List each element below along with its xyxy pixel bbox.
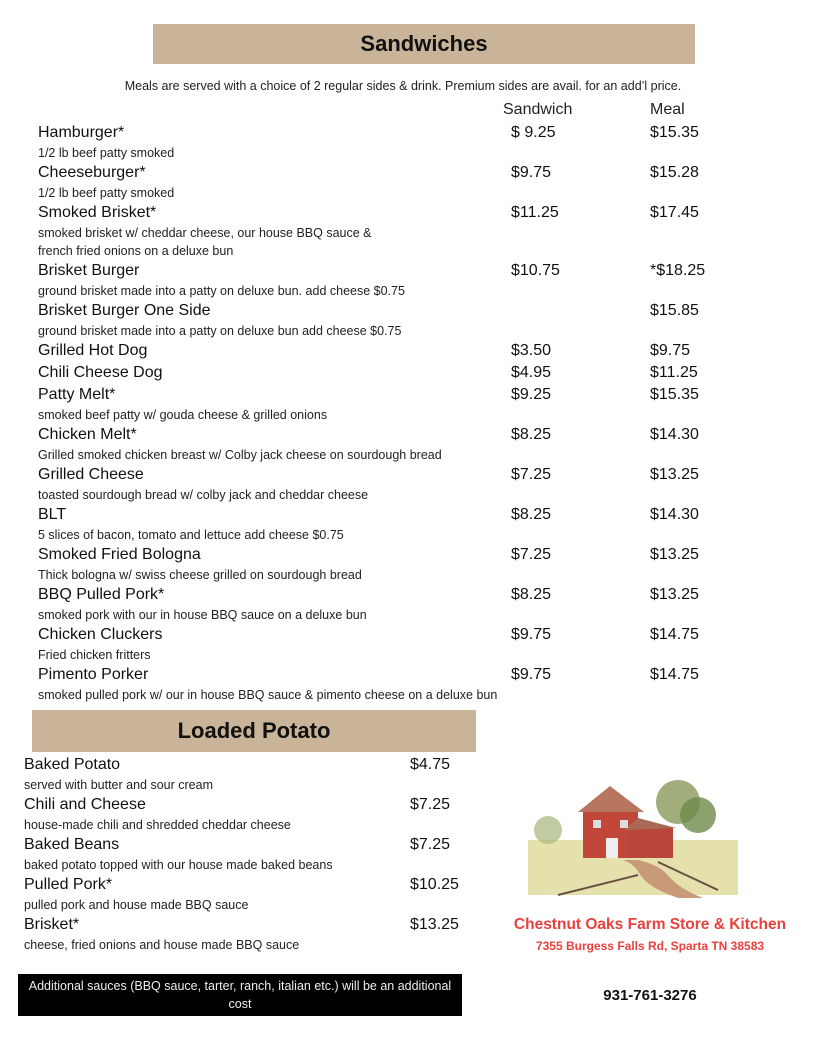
item-name: Brisket* — [24, 916, 80, 933]
store-name: Chestnut Oaks Farm Store & Kitchen — [513, 916, 787, 933]
sandwich-price: $8.25 — [511, 506, 552, 523]
store-address: 7355 Burgess Falls Rd, Sparta TN 38583 — [535, 939, 765, 953]
item-name: Chicken Cluckers — [38, 626, 163, 643]
item-description: baked potato topped with our house made baked beans — [24, 858, 333, 872]
sandwich-price: $8.25 — [511, 586, 552, 603]
item-description: 1/2 lb beef patty smoked — [38, 186, 175, 200]
item-name: Smoked Fried Bologna — [38, 546, 201, 563]
menu-item — [38, 624, 738, 664]
menu-item — [24, 834, 484, 874]
menu-item — [24, 874, 484, 914]
meal-price: $11.25 — [650, 364, 698, 381]
meal-price: $14.75 — [650, 626, 699, 643]
menu-item — [24, 794, 484, 834]
menu-item — [24, 754, 484, 794]
meal-price: $13.25 — [650, 586, 699, 603]
item-name: Chicken Melt* — [38, 426, 137, 443]
meal-price: $9.75 — [650, 342, 691, 359]
item-description: smoked pork with our in house BBQ sauce on a deluxe bun — [38, 608, 367, 622]
sandwich-price: $11.25 — [511, 204, 559, 221]
menu-item — [38, 584, 738, 624]
farm-barn-illustration — [528, 780, 738, 900]
meal-price: $15.28 — [650, 164, 699, 181]
item-name: BBQ Pulled Pork* — [38, 586, 165, 603]
sandwich-price: $10.75 — [511, 262, 560, 279]
item-description: smoked beef patty w/ gouda cheese & grilled onions — [38, 408, 328, 422]
potato-list — [24, 754, 484, 954]
meal-price: $17.45 — [650, 204, 699, 221]
sandwich-price: $9.75 — [511, 626, 552, 643]
item-name: Pimento Porker — [38, 666, 149, 683]
sandwiches-heading: Sandwiches — [153, 24, 695, 64]
meal-price: $14.30 — [650, 426, 699, 443]
menu-item — [38, 544, 738, 584]
item-description: toasted sourdough bread w/ colby jack and cheddar cheese — [38, 488, 369, 502]
item-description: ground brisket made into a patty on deluxe bun. add cheese $0.75 — [38, 284, 405, 298]
item-name: Chili and Cheese — [24, 796, 146, 813]
menu-item — [38, 464, 738, 504]
meal-price: *$18.25 — [650, 262, 706, 279]
sandwich-price: $7.25 — [511, 546, 552, 563]
item-description: Grilled smoked chicken breast w/ Colby jack cheese on sourdough bread — [38, 448, 442, 462]
meal-price: $15.35 — [650, 124, 699, 141]
menu-item — [38, 162, 738, 202]
sandwich-price: $3.50 — [511, 342, 552, 359]
item-name: Baked Beans — [24, 836, 120, 853]
item-description: Thick bologna w/ swiss cheese grilled on sourdough bread — [38, 568, 362, 582]
sandwich-price: $9.75 — [511, 666, 552, 683]
meal-price: $14.75 — [650, 666, 699, 683]
sandwich-price: $ 9.25 — [511, 124, 556, 141]
item-name: Hamburger* — [38, 124, 125, 141]
meal-column-header: Meal — [650, 101, 685, 118]
meals-note: Meals are served with a choice of 2 regular sides & drink. Premium sides are avail. for an add’l price. — [124, 79, 682, 93]
meal-price: $15.85 — [650, 302, 699, 319]
sandwich-list — [38, 122, 738, 704]
item-description: smoked pulled pork w/ our in house BBQ sauce & pimento cheese on a deluxe bun — [38, 688, 498, 702]
menu-item — [38, 260, 738, 300]
menu-item — [38, 202, 738, 260]
item-name: Brisket Burger One Side — [38, 302, 211, 319]
sandwich-price: $9.75 — [511, 164, 552, 181]
menu-item — [38, 122, 738, 162]
meal-price: $15.35 — [650, 386, 699, 403]
item-description: cheese, fried onions and house made BBQ sauce — [24, 938, 300, 952]
item-price: $7.25 — [410, 796, 451, 813]
menu-item — [38, 384, 738, 424]
item-description: house-made chili and shredded cheddar cheese — [24, 818, 291, 832]
item-description: smoked brisket w/ cheddar cheese, our house BBQ sauce & french fried onions on a deluxe bun — [38, 226, 372, 258]
item-price: $7.25 — [410, 836, 451, 853]
item-description: Fried chicken fritters — [38, 648, 151, 662]
item-name: Grilled Cheese — [38, 466, 144, 483]
item-description: pulled pork and house made BBQ sauce — [24, 898, 249, 912]
store-phone[interactable]: 931-761-3276 — [603, 987, 697, 1004]
item-name: Pulled Pork* — [24, 876, 113, 893]
sandwich-column-header: Sandwich — [503, 101, 573, 118]
meal-price: $13.25 — [650, 546, 699, 563]
sandwich-price: $8.25 — [511, 426, 552, 443]
item-description: served with butter and sour cream — [24, 778, 213, 792]
item-name: Patty Melt* — [38, 386, 116, 403]
item-name: Baked Potato — [24, 756, 121, 773]
menu-item — [38, 424, 738, 464]
menu-item — [38, 664, 738, 704]
menu-item — [38, 300, 738, 340]
item-price: $10.25 — [410, 876, 459, 893]
item-price: $4.75 — [410, 756, 451, 773]
menu-item — [38, 340, 738, 362]
item-description: 5 slices of bacon, tomato and lettuce add cheese $0.75 — [38, 528, 344, 542]
item-description: ground brisket made into a patty on deluxe bun add cheese $0.75 — [38, 324, 402, 338]
item-name: Smoked Brisket* — [38, 204, 157, 221]
item-name: Chili Cheese Dog — [38, 364, 163, 381]
item-name: Grilled Hot Dog — [38, 342, 148, 359]
item-price: $13.25 — [410, 916, 459, 933]
additional-sauces-note: Additional sauces (BBQ sauce, tarter, ranch, italian etc.) will be an additional cost — [18, 974, 462, 1016]
item-name: Cheeseburger* — [38, 164, 146, 181]
item-name: Brisket Burger — [38, 262, 140, 279]
loaded-potato-heading: Loaded Potato — [32, 710, 476, 752]
menu-item — [38, 362, 738, 384]
sandwich-price: $9.25 — [511, 386, 552, 403]
item-description: 1/2 lb beef patty smoked — [38, 146, 175, 160]
sandwich-price: $7.25 — [511, 466, 552, 483]
meal-price: $13.25 — [650, 466, 699, 483]
menu-item — [24, 914, 484, 954]
meal-price: $14.30 — [650, 506, 699, 523]
menu-item — [38, 504, 738, 544]
item-name: BLT — [38, 506, 67, 523]
sandwich-price: $4.95 — [511, 364, 552, 381]
